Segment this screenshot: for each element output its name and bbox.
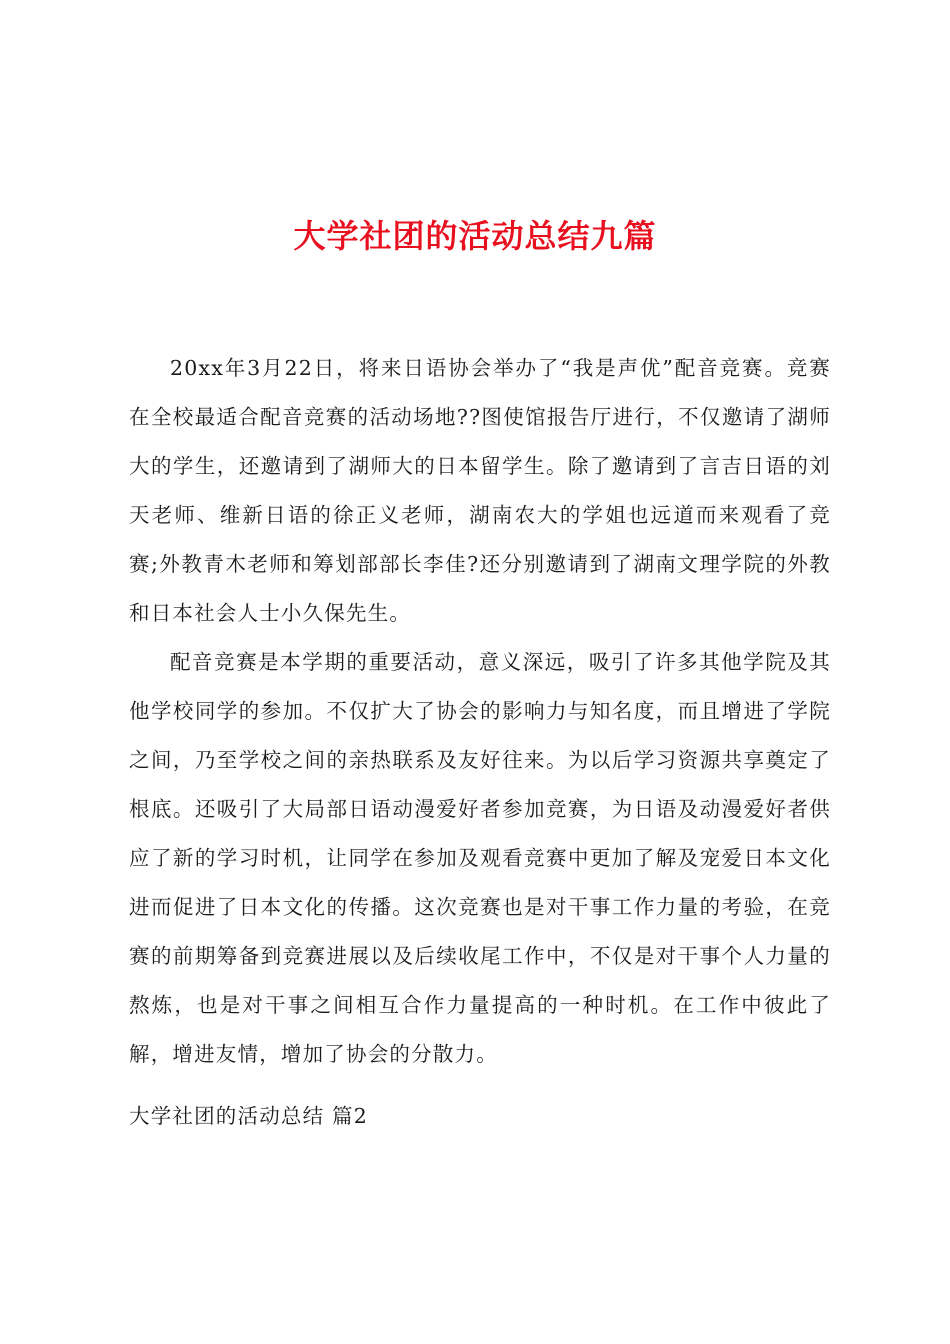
document-title: 大学社团的活动总结九篇 [293, 217, 657, 255]
paragraph-1: 20xx年3月22日，将来日语协会举办了“我是声优”配音竞赛。竞赛在全校最适合配音竞赛的活动场地??图使馆报告厅进行，不仅邀请了湖师大的学生，还邀请到了湖师大的日本留学生。除了邀请到了言吉日语的刘天老师、维新日语的徐正义老师，湖南农大的学姐也远道而来观看了竞赛;外教青木老师和筹划部部长李佳?还分别邀请到了湖南文理学院的外教和日本社会人士小久保先生。 [129, 356, 831, 625]
document-body [129, 344, 831, 1079]
paragraph-2: 配音竞赛是本学期的重要活动，意义深远，吸引了许多其他学院及其他学校同学的参加。不仅扩大了协会的影响力与知名度，而且增进了学院之间，乃至学校之间的亲热联系及友好往来。为以后学习资源共享奠定了根底。还吸引了大局部日语动漫爱好者参加竞赛，为日语及动漫爱好者供应了新的学习时机，让同学在参加及观看竞赛中更加了解及宠爱日本文化进而促进了日本文化的传播。这次竞赛也是对干事工作力量的考验，在竞赛的前期筹备到竞赛进展以及后续收尾工作中，不仅是对干事个人力量的熬炼，也是对干事之间相互合作力量提高的一种时机。在工作中彼此了解，增进友情，增加了协会的分散力。 [129, 650, 831, 1066]
section-heading: 大学社团的活动总结 篇2 [129, 1104, 368, 1128]
